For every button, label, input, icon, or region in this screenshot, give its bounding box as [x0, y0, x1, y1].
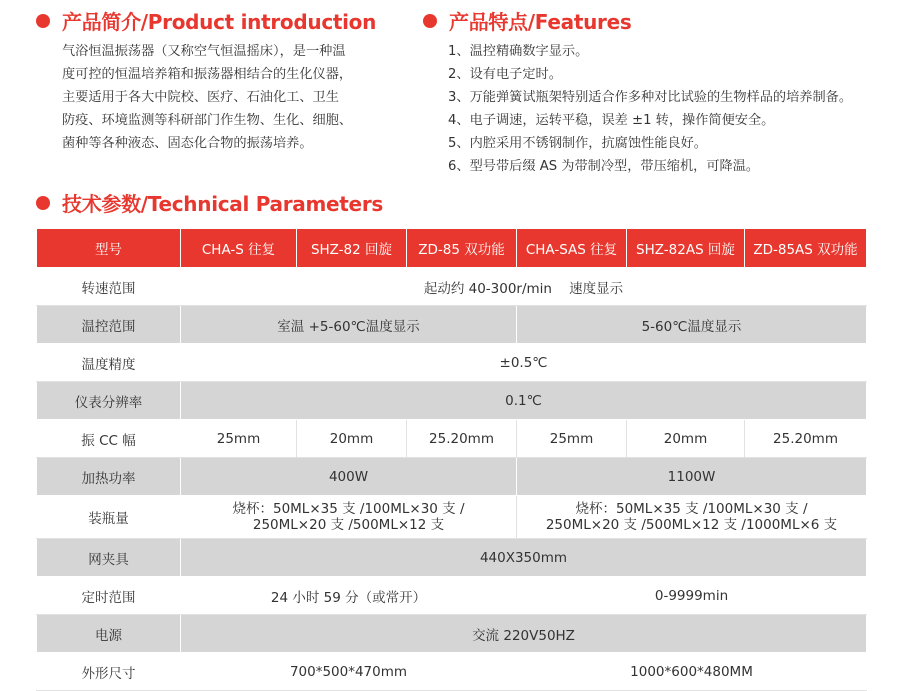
table-header-row [37, 229, 867, 268]
capacity-line: 250ML×20 支 /500ML×12 支 [252, 517, 445, 533]
table-cell: 400W [181, 458, 517, 496]
table-cell: ±0.5℃ [181, 344, 867, 382]
table-row [37, 306, 867, 344]
intro-title-text: 产品简介/Product introduction [62, 10, 377, 34]
feature-item: 2、设有电子定时。 [448, 67, 562, 82]
capacity-line: 250ML×20 支 /500ML×12 支 /1000ML×6 支 [545, 517, 838, 533]
table-cell: 20mm [297, 420, 407, 458]
table-row [37, 344, 867, 382]
intro-line: 主要适用于各大中院校、医疗、石油化工、卫生 [62, 90, 339, 105]
intro-line: 度可控的恒温培养箱和振荡器相结合的生化仪器， [62, 67, 353, 82]
header-cell: SHZ-82AS 回旋 [627, 229, 745, 268]
table-cell: 700*500*470mm [181, 653, 517, 691]
table-row [37, 615, 867, 653]
features-list [448, 40, 888, 178]
row-label: 仪表分辨率 [37, 382, 181, 420]
feature-item: 4、电子调速，运转平稳，误差 ±1 转，操作简便安全。 [448, 113, 775, 128]
table-row [37, 496, 867, 539]
header-cell: CHA-SAS 往复 [517, 229, 627, 268]
intro-text [62, 40, 392, 155]
bullet-dot-icon [36, 196, 50, 210]
table-row [37, 577, 867, 615]
table-cell: 交流 220V50HZ [181, 615, 867, 653]
row-label: 外形尺寸 [37, 653, 181, 691]
row-label: 转速范围 [37, 268, 181, 306]
features-title-text: 产品特点/Features [449, 10, 632, 34]
table-cell: 1100W [517, 458, 867, 496]
intro-line: 菌种等各种液态、固态化合物的振荡培养。 [62, 136, 313, 151]
bullet-dot-icon [36, 14, 50, 28]
features-section-title [423, 6, 631, 35]
table-row [37, 539, 867, 577]
header-cell: SHZ-82 回旋 [297, 229, 407, 268]
params-section-title [36, 188, 383, 217]
header-cell: ZD-85AS 双功能 [745, 229, 867, 268]
table-row [37, 653, 867, 691]
capacity-line: 烧杯：50ML×35 支 /100ML×30 支 / [232, 501, 465, 517]
intro-line: 防疫、环境监测等科研部门作生物、生化、细胞、 [62, 113, 353, 128]
row-label: 温度精度 [37, 344, 181, 382]
table-cell: 5-60℃温度显示 [517, 306, 867, 344]
row-label: 装瓶量 [37, 496, 181, 539]
intro-section-title [36, 6, 376, 35]
row-label: 定时范围 [37, 577, 181, 615]
header-cell-model: 型号 [37, 229, 181, 268]
row-label: 电源 [37, 615, 181, 653]
table-cell: 24 小时 59 分（或常开） [181, 577, 517, 615]
table-cell: 25mm [517, 420, 627, 458]
table-cell: 25.20mm [745, 420, 867, 458]
header-cell: CHA-S 往复 [181, 229, 297, 268]
feature-item: 6、型号带后缀 AS 为带制冷型，带压缩机，可降温。 [448, 159, 760, 174]
table-cell: 1000*600*480MM [517, 653, 867, 691]
table-cell: 20mm [627, 420, 745, 458]
table-cell: 0.1℃ [181, 382, 867, 420]
table-cell [517, 496, 867, 539]
row-label: 温控范围 [37, 306, 181, 344]
table-cell: 25mm [181, 420, 297, 458]
capacity-line: 烧杯：50ML×35 支 /100ML×30 支 / [575, 501, 808, 517]
feature-item: 1、温控精确数字显示。 [448, 44, 589, 59]
table-row [37, 458, 867, 496]
feature-item: 3、万能弹簧试瓶架特别适合作多种对比试验的生物样品的培养制备。 [448, 90, 853, 105]
params-title-text: 技术参数/Technical Parameters [62, 192, 383, 216]
table-row [37, 420, 867, 458]
row-label: 振 CC 幅 [37, 420, 181, 458]
bullet-dot-icon [423, 14, 437, 28]
table-cell: 0-9999min [517, 577, 867, 615]
table-cell: 室温 +5-60℃温度显示 [181, 306, 517, 344]
header-cell: ZD-85 双功能 [407, 229, 517, 268]
row-label: 网夹具 [37, 539, 181, 577]
table-row [37, 382, 867, 420]
table-cell: 起动约 40-300r/min 速度显示 [181, 268, 867, 306]
table-row [37, 268, 867, 306]
intro-line: 气浴恒温振荡器（又称空气恒温摇床），是一种温 [62, 44, 346, 59]
feature-item: 5、内腔采用不锈钢制作，抗腐蚀性能良好。 [448, 136, 707, 151]
table-cell: 25.20mm [407, 420, 517, 458]
row-label: 加热功率 [37, 458, 181, 496]
table-cell: 440X350mm [181, 539, 867, 577]
table-cell [181, 496, 517, 539]
parameters-table [36, 228, 867, 691]
